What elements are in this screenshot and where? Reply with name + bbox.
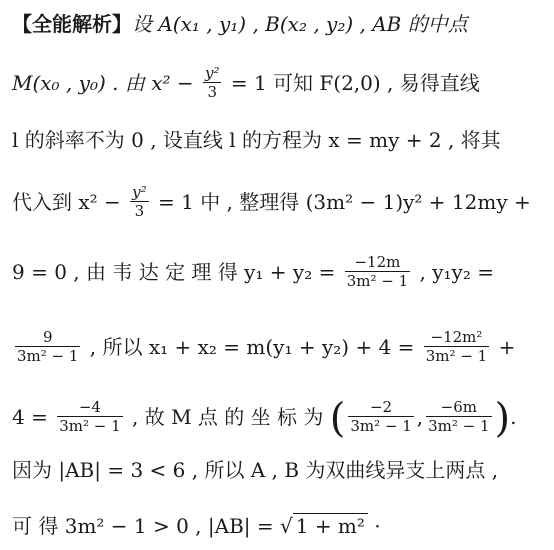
fraction-my	[426, 398, 491, 435]
line-8	[12, 458, 546, 482]
line-7-a: 4 =	[12, 405, 48, 429]
fraction-mx	[348, 398, 413, 435]
line-6-a: , 所以 x₁ + x₂ = m(y₁ + y₂) + 4 =	[89, 335, 415, 359]
line-2-c: = 1 可知 F(2,0) , 易得直线	[230, 71, 480, 95]
line-9	[12, 514, 546, 538]
sqrt-sign: √	[279, 514, 293, 538]
frac-den: 3	[207, 83, 217, 101]
fraction-sum-x	[424, 328, 489, 365]
frac-num: −12m²	[424, 328, 489, 347]
line-7-b: , 故 M 点 的 坐 标 为	[132, 405, 324, 429]
fraction-y2-over-3	[130, 183, 149, 220]
frac-num: 9	[15, 328, 80, 347]
coord-comma: ,	[416, 405, 424, 429]
fraction-product-y	[15, 328, 80, 365]
line-4-a: 代入到 x² −	[12, 190, 121, 214]
line-1	[12, 12, 546, 36]
frac-num: y²	[204, 64, 220, 82]
frac-den: 3m² − 1	[350, 417, 412, 435]
line-3	[12, 128, 546, 152]
frac-num: −12m	[345, 253, 410, 272]
line-9-b: ·	[374, 514, 381, 538]
line-7	[12, 395, 546, 442]
frac-num: y²	[132, 183, 147, 201]
line-2-b: x² −	[151, 71, 194, 95]
line-6-b: +	[498, 335, 516, 359]
line-1-text: 设 A(x₁ , y₁) , B(x₂ , y₂) , AB 的中点	[132, 12, 468, 36]
frac-num: −2	[348, 398, 413, 417]
fraction-minus4	[57, 398, 122, 435]
line-8-text: 因为 |AB| = 3 < 6 , 所以 A , B 为双曲线异支上两点 ,	[12, 458, 499, 482]
frac-den: 3m² − 1	[17, 347, 79, 365]
line-2-a: M(x₀ , y₀) . 由	[12, 71, 145, 95]
analysis-tag: 【全能解析】	[12, 12, 132, 36]
frac-den: 3m² − 1	[425, 347, 488, 365]
sqrt-body: 1 + m²	[293, 513, 368, 538]
fraction-sum-y	[345, 253, 410, 290]
line-7-c: .	[510, 405, 517, 429]
line-5-b: , y₁y₂ =	[419, 260, 494, 284]
line-5	[12, 255, 546, 292]
right-paren: )	[494, 395, 511, 442]
line-6	[12, 330, 546, 367]
line-2	[12, 66, 546, 103]
fraction-y2-over-3	[203, 64, 222, 101]
frac-den: 3	[134, 202, 145, 220]
line-4-b: = 1 中 , 整理得 (3m² − 1)y² + 12my +	[158, 190, 531, 214]
line-4	[12, 185, 546, 222]
line-3-text: l 的斜率不为 0 , 设直线 l 的方程为 x = my + 2 , 将其	[12, 128, 501, 152]
frac-den: 3m² − 1	[59, 417, 121, 435]
frac-den: 3m² − 1	[346, 272, 409, 290]
line-5-a: 9 = 0 , 由 韦 达 定 理 得 y₁ + y₂ =	[12, 260, 336, 284]
left-paren: (	[329, 395, 346, 442]
frac-num: −6m	[426, 398, 491, 417]
line-9-a: 可 得 3m² − 1 > 0 , |AB| =	[12, 514, 274, 538]
frac-num: −4	[57, 398, 122, 417]
frac-den: 3m² − 1	[428, 417, 490, 435]
